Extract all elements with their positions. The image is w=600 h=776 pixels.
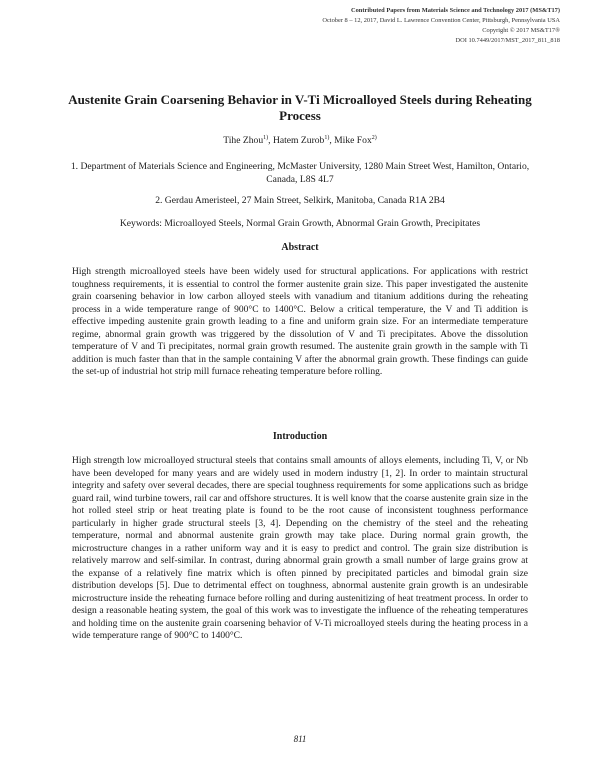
author-name: Mike Fox: [334, 135, 372, 147]
conference-header: [160, 6, 560, 46]
author-affiliation-mark: 2): [371, 135, 377, 141]
author-affiliation-mark: 1): [263, 135, 269, 141]
abstract-heading: Abstract: [281, 242, 319, 253]
affiliation-gerdau: 2. Gerdau Ameristeel, 27 Main Street, Selkirk, Manitoba, Canada R1A 2B4: [155, 195, 445, 206]
author-name: Tihe Zhou: [223, 135, 264, 147]
author-list: Tihe Zhou$^{1)}$, Hatem Zurob$^{1)}$, Mike Fox$^{2)}$: [223, 135, 377, 147]
copyright-line: Copyright © 2017 MS&T17®: [482, 27, 560, 34]
introduction-text: High strength low microalloyed structural steels that contains small amounts of alloys elements, including Ti, V, or Nb have been developed for many years and are widely used in modern industry [1, 2]. In order to maintain structural integrity and safety over several decades, there are special toughness requirements for some applications such as bridge guard rail, wind turbine towers, rail car and offshore structures. It is well know that the coarse austenite grain size in the hot rolled steel strip or heat treating plate is found to be the root cause of inconsistent toughness performance particularly in higher grade structural steels [3, 4]. Depending on the chemistry of the steel and the reheating temperature, normal and abnormal austenite grain growth may take place. During normal grain growth, the microstructure changes in a rather uniform way and it is easy to predict and control. The grain size distribution is relatively marrow and self-similar. In contrast, during abnormal grain growth a small number of large grains grow at the expanse of a relatively fine matrix which is often pinned by precipitated particles and bimodal grain size distribution develops [5]. Due to detrimental effect on toughness, abnormal austenite grain growth is an undesirable microstructure inside the reheating furnace before rolling and during austenitizing of heat treatment process. In order to design a reasonable heating system, the goal of this work was to investigate the influence of the reheating temperatures and holding time on the austenite grain coarsening behavior of V-Ti microalloyed steels during the heating process in a wide temperature range of 900°C to 1400°C.: [72, 456, 528, 641]
doi-line: DOI 10.7449/2017/MST_2017_811_818: [455, 37, 560, 44]
conference-dates-location: October 8 – 12, 2017, David L. Lawrence Convention Center, Pittsburgh, Pennsylvania USA: [322, 17, 560, 24]
abstract-text: High strength microalloyed steels have been widely used for structural applications. For applications with restrict toughness requirements, it is essential to control the former austenite grain size. This paper investigated the austenite grain coarsening behavior in low carbon alloyed steels with vanadium and titanium additions during the reheating process in a wide temperature range of 900°C to 1400°C. Below a critical temperature, the V and Ti addition is effective impeding austenite grain growth leading to a fine and uniform grain size. For an intermediate temperature regime, abnormal grain growth was triggered by the dissolution of V and Ti precipitates. Above the dissolution temperature of V and Ti precipitates, normal grain growth resumed. The austenite grain growth in the sample with Ti addition is much faster than that in the sample containing V after the abnormal grain growth. These findings can guide the set-up of industrial hot strip mill furnace reheating temperature before rolling.: [72, 267, 528, 377]
introduction-heading: Introduction: [272, 431, 328, 442]
affiliation-mcmaster: 1. Department of Materials Science and Engineering, McMaster University, 1280 Main Street West, Hamilton, Ontario, Canada, L8S 4L7: [70, 161, 530, 185]
author-affiliation-mark: 1): [324, 135, 330, 141]
keywords: Keywords: Microalloyed Steels, Normal Grain Growth, Abnormal Grain Growth, Precipitates: [119, 218, 481, 229]
paper-title: Austenite Grain Coarsening Behavior in V-Ti Microalloyed Steels during Reheating Process: [68, 92, 532, 123]
author-name: Hatem Zurob: [272, 135, 325, 147]
conference-name: Contributed Papers from Materials Science and Technology 2017 (MS&T17): [351, 7, 560, 14]
page-number: 811: [293, 734, 307, 744]
